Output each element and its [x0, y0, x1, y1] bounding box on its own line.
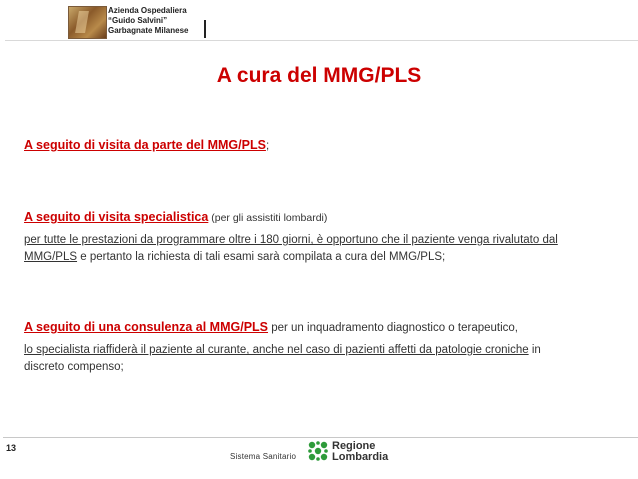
section-3 [24, 320, 518, 334]
section-1-heading: A seguito di visita da parte del MMG/PLS [24, 138, 266, 152]
section-2-body-line1: per tutte le prestazioni da programmare oltre i 180 giorni, è opportuno che il paziente venga rivalutato dal [24, 234, 558, 246]
regione-line: Regione [332, 440, 376, 452]
sistema-sanitario-label: Sistema Sanitario [230, 452, 297, 461]
section-3-body [24, 342, 624, 376]
slide-title: A cura del MMG/PLS [216, 64, 422, 87]
section-1 [24, 138, 269, 152]
regione-lombardia-logo-icon [307, 440, 329, 462]
header-rule [5, 40, 638, 41]
hospital-name-line1: Azienda Ospedaliera [108, 6, 187, 15]
footer-rule [3, 437, 638, 438]
section-2-body-mmg: MMG/PLS [24, 251, 78, 263]
lombardia-line: Lombardia [332, 451, 389, 463]
section-2-heading: A seguito di visita specialistica [24, 210, 209, 224]
section-3-body-rest: in [528, 344, 541, 356]
logo-divider [204, 20, 206, 38]
section-2 [24, 210, 327, 224]
page-number: 13 [6, 443, 17, 453]
section-2-body [24, 232, 624, 266]
section-2-body-line2 [24, 249, 624, 266]
section-2-body-rest: e pertanto la richiesta di tali esami sarà compilata a cura del MMG/PLS; [77, 251, 446, 263]
section-3-body-underlined: lo specialista riaffiderà il paziente al curante, anche nel caso di pazienti affetti da patologie croniche [24, 344, 529, 356]
regione-lombardia-name [332, 441, 388, 463]
section-3-heading: A seguito di una consulenza al MMG/PLS [24, 320, 269, 334]
section-3-body-line2: discreto compenso; [24, 361, 124, 373]
section-3-suffix: per un inquadramento diagnostico o terapeutico, [268, 322, 518, 334]
hospital-name-line2: “Guido Salvini” [108, 16, 168, 25]
section-2-suffix: (per gli assistiti lombardi) [208, 212, 328, 224]
section-3-body-line1 [24, 342, 624, 359]
hospital-name-line3: Garbagnate Milanese [108, 26, 189, 35]
hospital-name [108, 6, 188, 36]
section-1-suffix: ; [265, 140, 270, 152]
hospital-logo-image [68, 6, 107, 39]
